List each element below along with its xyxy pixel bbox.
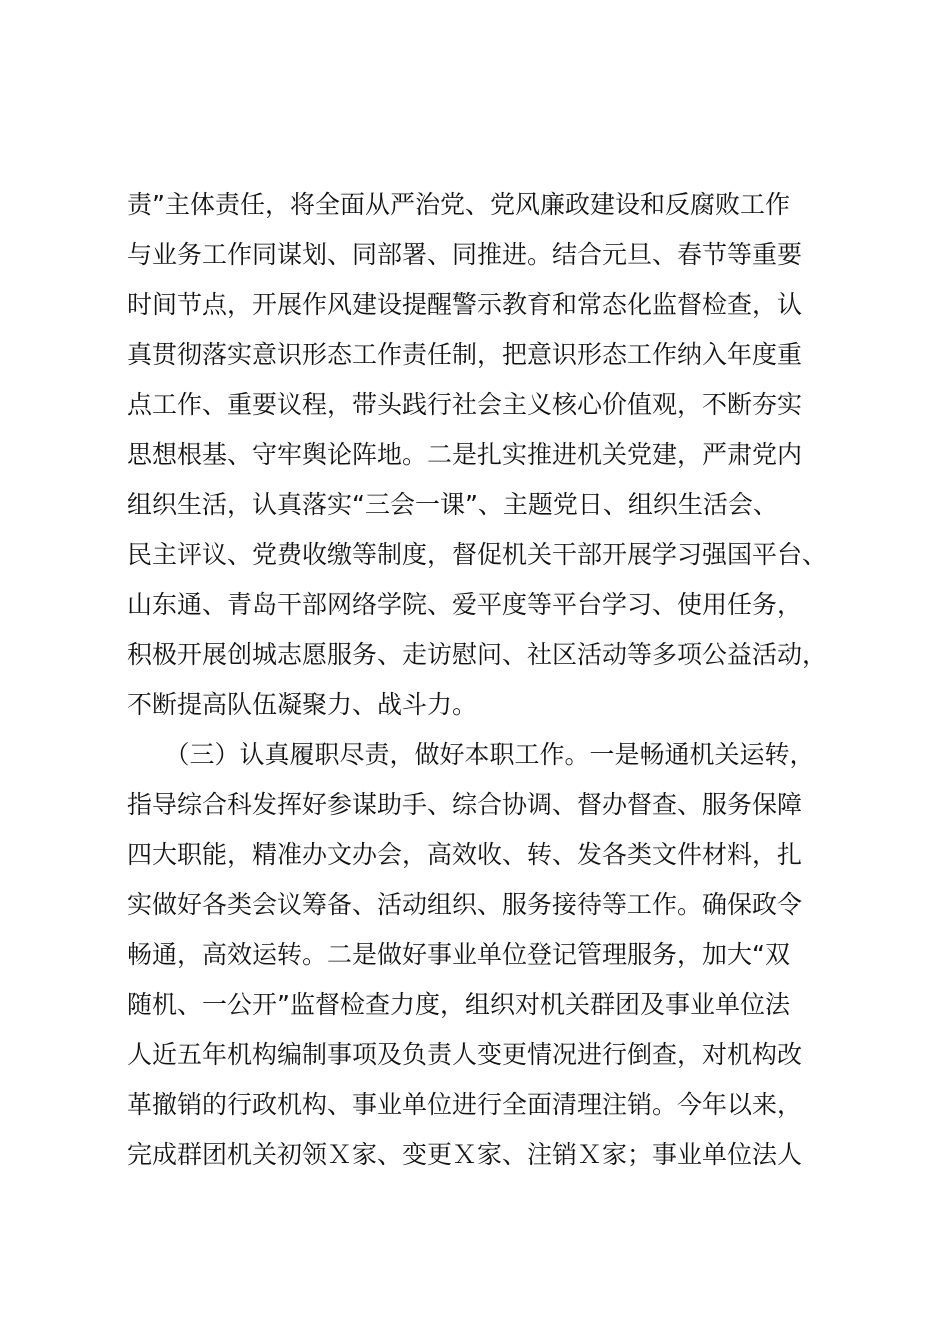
- text-line: 民主评议、党费收缴等制度，督促机关干部开展学习强国平台、: [127, 540, 828, 569]
- text-line: 完成群团机关初领Ｘ家、变更Ｘ家、注销Ｘ家；事业单位法人: [127, 1140, 803, 1169]
- text-line: 点工作、重要议程，带头践行社会主义核心价值观，不断夯实: [127, 390, 803, 419]
- body-text: [127, 180, 867, 1180]
- text-line: 人近五年机构编制事项及负责人变更情况进行倒查，对机构改: [127, 1040, 803, 1069]
- text-line: 组织生活，认真落实“三会一课”、主题党日、组织生活会、: [127, 490, 778, 519]
- text-line: 革撤销的行政机构、事业单位进行全面清理注销。今年以来，: [127, 1090, 803, 1119]
- text-line: 责”主体责任，将全面从严治党、党风廉政建设和反腐败工作: [127, 190, 790, 219]
- text-line: 不断提高队伍凝聚力、战斗力。: [127, 690, 478, 719]
- text-line: （三）认真履职尽责，做好本职工作。一是畅通机关运转，: [127, 740, 815, 769]
- text-line: 随机、一公开”监督检查力度，组织对机关群团及事业单位法: [127, 990, 790, 1019]
- text-line: 积极开展创城志愿服务、走访慰问、社区活动等多项公益活动，: [127, 640, 828, 669]
- text-line: 山东通、青岛干部网络学院、爱平度等平台学习、使用任务，: [127, 590, 803, 619]
- text-line: 四大职能，精准办文办会，高效收、转、发各类文件材料，扎: [127, 840, 803, 869]
- text-line: 畅通，高效运转。二是做好事业单位登记管理服务，加大“双: [127, 940, 790, 969]
- text-line: 时间节点，开展作风建设提醒警示教育和常态化监督检查，认: [127, 290, 803, 319]
- text-line: 指导综合科发挥好参谋助手、综合协调、督办督查、服务保障: [127, 790, 803, 819]
- text-line: 思想根基、守牢舆论阵地。二是扎实推进机关党建，严肃党内: [127, 440, 803, 469]
- text-line: 与业务工作同谋划、同部署、同推进。结合元旦、春节等重要: [127, 240, 803, 269]
- text-line: 真贯彻落实意识形态工作责任制，把意识形态工作纳入年度重: [127, 340, 803, 369]
- text-line: 实做好各类会议筹备、活动组织、服务接待等工作。确保政令: [127, 890, 803, 919]
